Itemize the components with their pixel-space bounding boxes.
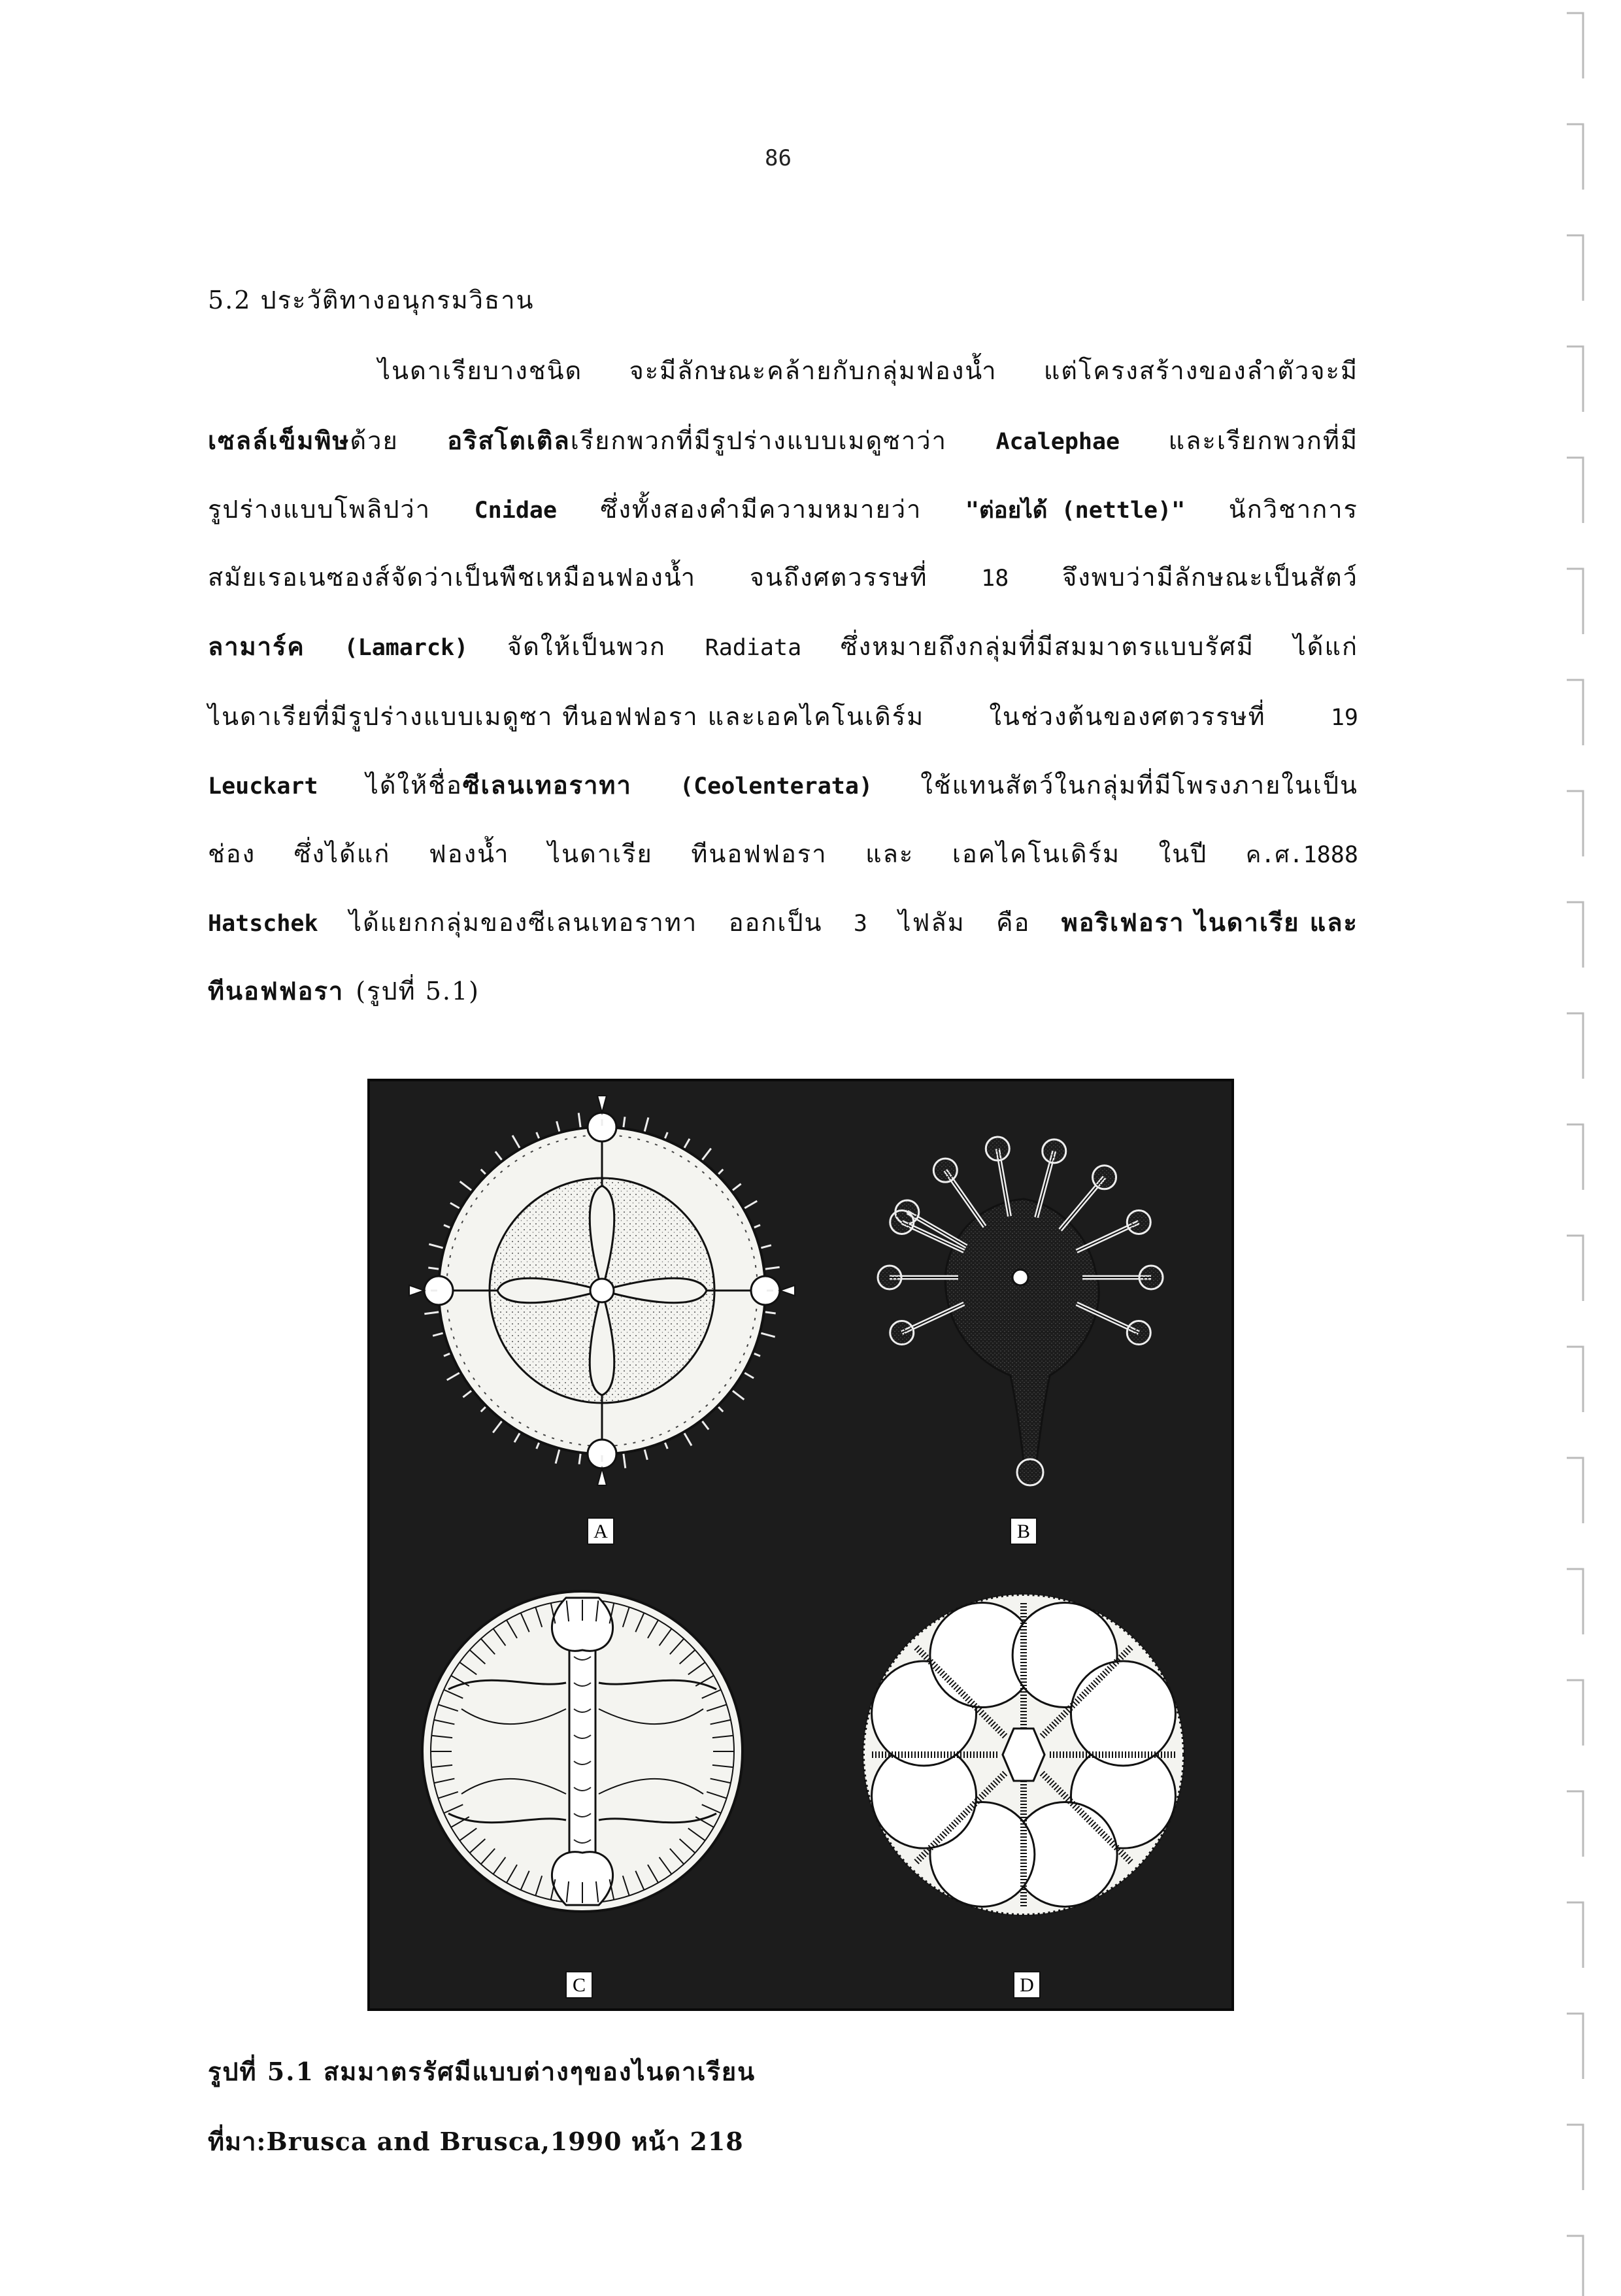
panel-label-c	[566, 1972, 592, 1998]
svg-text:A: A	[593, 1521, 608, 1542]
term-acalephae: Acalephae	[995, 429, 1120, 455]
panel-label-a	[588, 1518, 614, 1544]
term-nettle: "ต่อยได้ (nettle)"	[965, 498, 1186, 524]
text-segment: ในปี	[1158, 839, 1208, 868]
text-segment: คือ	[996, 908, 1031, 937]
text-segment: ด้วย	[350, 426, 399, 455]
figure-reference: (รูปที่ 5.1)	[356, 977, 480, 1005]
paragraph-line-8	[208, 834, 1358, 873]
term-hatschek: Hatschek	[208, 911, 318, 937]
text-segment: และเรียกพวกที่มี	[1168, 426, 1358, 455]
text-segment: ออกเป็น	[728, 908, 823, 937]
term-coelenterata: (Ceolenterata)	[680, 773, 873, 800]
term-nematocyst: เซลล์เข็มพิษ	[208, 426, 350, 455]
text-segment: ในช่วงต้นของศตวรรษที่	[989, 702, 1266, 731]
text-segment: สมัยเรอเนซองส์จัดว่าเป็นพืชเหมือนฟองน้ำ	[208, 563, 697, 592]
svg-text:C: C	[572, 1974, 586, 1996]
svg-text:D: D	[1020, 1974, 1034, 1996]
caption-prefix: รูปที่ 5.1	[208, 2057, 314, 2086]
text-segment: นักวิชาการ	[1228, 495, 1358, 524]
section-heading: 5.2 ประวัติทางอนุกรมวิธาน	[208, 286, 535, 314]
term-lamarck: (Lamarck)	[344, 635, 469, 661]
text-segment: จะมีลักษณะคล้ายกับกลุ่มฟองน้ำ	[629, 356, 997, 385]
paragraph-line-4	[208, 557, 1358, 597]
text-segment: ไนดาเรีย	[548, 839, 653, 868]
text-segment: ได้แยกกลุ่มของซีเลนเทอราทา	[348, 908, 698, 937]
text-segment: เรียกพวกที่มีรูปร่างแบบเมดูซาว่า	[570, 426, 947, 455]
figure-source: ที่มา:Brusca and Brusca,1990 หน้า 218	[208, 2127, 744, 2156]
paragraph-line-2	[208, 420, 1358, 460]
term-radiata: Radiata	[705, 635, 802, 661]
text-segment: จึงพบว่ามีลักษณะเป็นสัตว์	[1061, 563, 1358, 592]
page-number: 86	[765, 145, 792, 171]
text-segment: ช่อง	[208, 839, 256, 868]
caption-text: สมมาตรรัศมีแบบต่างๆของไนดาเรียน	[324, 2057, 756, 2086]
text-segment: ไฟลัม	[898, 908, 965, 937]
term-coelenterata-thai: ซีเลนเทอราทา	[462, 770, 632, 800]
panel-a-medusa	[409, 1096, 795, 1485]
paragraph-line-5	[208, 626, 1358, 666]
text-segment: ค.ศ.1888	[1245, 842, 1358, 868]
text-segment: จนถึงศตวรรษที่	[749, 563, 928, 592]
term-cnidae: Cnidae	[474, 498, 558, 524]
term-aristotle: อริสโตเติล	[447, 426, 571, 455]
text-segment: ทีนอฟฟอรา	[691, 839, 827, 868]
panel-label-b	[1011, 1518, 1037, 1544]
panel-label-d	[1014, 1972, 1040, 1998]
term-phyla: พอริเฟอรา ไนดาเรีย และ	[1061, 907, 1358, 937]
text-segment: 3	[853, 911, 867, 937]
paragraph-line-6	[208, 696, 1358, 736]
text-segment: ใช้แทนสัตว์ในกลุ่มที่มีโพรงภายในเป็น	[920, 771, 1358, 800]
text-segment: ได้ให้ชื่อ	[365, 771, 463, 800]
term-leuckart: Leuckart	[208, 773, 318, 800]
binding-margin-marks	[1563, 0, 1590, 2296]
term-lamarck-thai: ลามาร์ค	[208, 632, 305, 661]
paragraph-line-9	[208, 902, 1358, 942]
term-ctenophora: ทีนอฟฟอรา	[208, 976, 344, 1005]
paragraph-line-7	[208, 765, 1358, 805]
panel-c-disc	[422, 1591, 743, 1912]
text-segment: 18	[981, 566, 1009, 592]
text-segment: ฟองน้ำ	[428, 839, 510, 868]
svg-text:B: B	[1016, 1521, 1031, 1542]
panel-b-polyp	[878, 1137, 1163, 1485]
text-segment: ไนดาเรียที่มีรูปร่างแบบเมดูซา ทีนอฟฟอรา และเอคไคโนเดิร์ม	[208, 702, 925, 731]
text-segment: ไนดาเรียบางชนิด	[378, 356, 583, 385]
figure-5-1	[367, 1079, 1234, 2011]
text-segment: เอคไคโนเดิร์ม	[952, 839, 1121, 868]
paragraph-line-10	[208, 971, 480, 1011]
text-segment: 19	[1330, 705, 1358, 731]
text-segment: ได้แก่	[1293, 632, 1358, 661]
text-segment: ซึ่งได้แก่	[293, 839, 391, 868]
paragraph-line-1	[378, 350, 1358, 390]
text-segment: รูปร่างแบบโพลิปว่า	[208, 495, 431, 524]
paragraph-line-3	[208, 489, 1358, 529]
panel-d-lobed	[863, 1595, 1184, 1915]
figure-drawing	[370, 1081, 1231, 2008]
text-segment: และ	[865, 839, 914, 868]
text-segment: ซึ่งทั้งสองคำมีความหมายว่า	[600, 495, 922, 524]
figure-caption	[208, 2051, 756, 2091]
text-segment: ซึ่งหมายถึงกลุ่มที่มีสมมาตรแบบรัศมี	[840, 632, 1254, 661]
text-segment: แต่โครงสร้างของลำตัวจะมี	[1043, 356, 1358, 385]
text-segment: จัดให้เป็นพวก	[507, 632, 666, 661]
